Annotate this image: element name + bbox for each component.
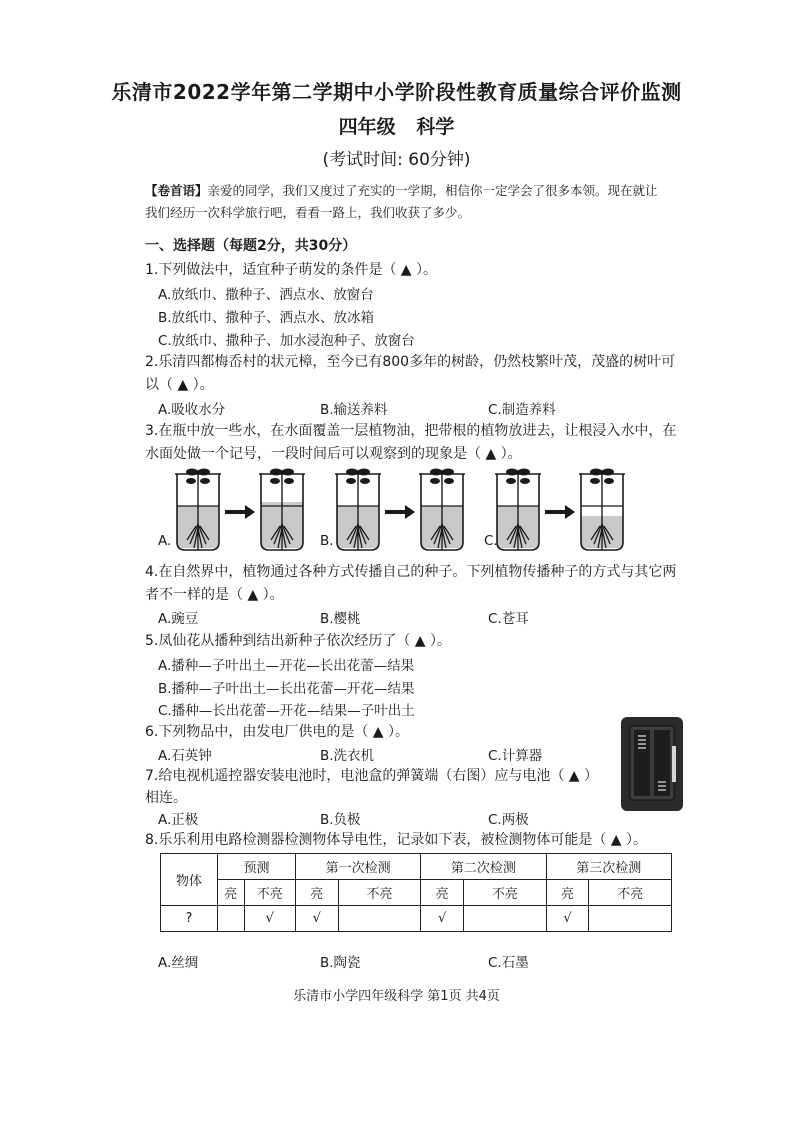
cell: √ xyxy=(244,906,295,932)
q3-stem-line2: 水面处做一个记号，一段时间后可以观察到的现象是（ ▲ ）。 xyxy=(145,446,522,462)
q6-option-c: C.计算器 xyxy=(488,748,543,764)
cell: √ xyxy=(546,906,589,932)
q2-stem-line1: 2.乐清四都梅岙村的状元樟，至今已有800多年的树龄，仍然枝繁叶茂，茂盛的树叶可 xyxy=(145,354,676,370)
q3-option-c-figure xyxy=(495,469,625,551)
sub-not-bright: 不亮 xyxy=(464,880,547,906)
q8-option-c: C.石墨 xyxy=(488,955,529,971)
q1-option-c: C.放纸巾、撒种子、加水浸泡种子、放窗台 xyxy=(158,333,415,349)
q4-option-b: B.樱桃 xyxy=(320,611,361,627)
q7-option-b: B.负极 xyxy=(320,812,361,828)
q7-stem-line2: 相连。 xyxy=(145,790,187,806)
cell xyxy=(464,906,547,932)
q3-option-b-figure xyxy=(335,469,465,551)
q5-option-b: B.播种—子叶出土—长出花蕾—开花—结果 xyxy=(158,681,415,697)
sub-bright: 亮 xyxy=(218,880,245,906)
q3-option-a-label: A. xyxy=(158,533,172,549)
q2-option-a: A.吸收水分 xyxy=(158,402,226,418)
sub-bright: 亮 xyxy=(421,880,464,906)
exam-grade-subject xyxy=(0,112,793,139)
detection-table xyxy=(160,853,672,932)
q1-option-b: B.放纸巾、撒种子、洒点水、放冰箱 xyxy=(158,310,375,326)
q3-figure xyxy=(155,466,625,558)
battery-box-photo xyxy=(620,716,684,812)
header-group-4: 第三次检测 xyxy=(546,854,671,880)
q3-option-b-label: B. xyxy=(320,533,334,549)
q3-stem-line1: 3.在瓶中放一些水，在水面覆盖一层植物油，把带根的植物放进去，让根浸入水中，在 xyxy=(145,423,677,439)
header-group-1: 预测 xyxy=(218,854,296,880)
sub-not-bright: 不亮 xyxy=(338,880,421,906)
cell xyxy=(338,906,421,932)
cell-object: ? xyxy=(161,906,218,932)
q8-stem: 8.乐乐利用电路检测器检测物体导电性，记录如下表，被检测物体可能是（ ▲ ）。 xyxy=(145,832,648,848)
cell: √ xyxy=(421,906,464,932)
q3-option-c-label: C. xyxy=(484,533,498,549)
intro-text: 亲爱的同学，我们又度过了充实的一学期，相信你一定学会了很多本领。现在就让我们经历一次科学旅行吧，看看一路上，我们收获了多少。 xyxy=(145,183,658,220)
exam-title: 乐清市2022学年第二学期中小学阶段性教育质量综合评价监测 xyxy=(111,80,682,104)
q8-option-a: A.丝绸 xyxy=(158,955,199,971)
cell xyxy=(218,906,245,932)
q1-option-a: A.放纸巾、撒种子、洒点水、放窗台 xyxy=(158,287,374,303)
q5-option-a: A.播种—子叶出土—开花—长出花蕾—结果 xyxy=(158,658,415,674)
intro-tag: 【卷首语】 xyxy=(145,183,208,198)
section-heading: 一、选择题（每题2分，共30分） xyxy=(145,238,357,254)
q7-option-a: A.正极 xyxy=(158,812,199,828)
q6-stem: 6.下列物品中，由发电厂供电的是（ ▲ ）。 xyxy=(145,724,410,740)
sub-not-bright: 不亮 xyxy=(244,880,295,906)
cell: √ xyxy=(295,906,338,932)
header-group-2: 第一次检测 xyxy=(295,854,420,880)
sub-not-bright: 不亮 xyxy=(589,880,672,906)
q6-option-a: A.石英钟 xyxy=(158,748,212,764)
q7-stem-line1: 7.给电视机遥控器安装电池时，电池盒的弹簧端（右图）应与电池（ ▲ ） xyxy=(145,768,599,784)
q4-option-a: A.豌豆 xyxy=(158,611,199,627)
q2-option-b: B.输送养料 xyxy=(320,402,388,418)
q2-option-c: C.制造养料 xyxy=(488,402,556,418)
table-header-row xyxy=(161,854,672,880)
q5-stem: 5.凤仙花从播种到结出新种子依次经历了（ ▲ ）。 xyxy=(145,633,452,649)
q4-option-c: C.苍耳 xyxy=(488,611,529,627)
exam-time: (考试时间: 60分钟) xyxy=(322,150,471,170)
header-group-3: 第二次检测 xyxy=(421,854,546,880)
q7-option-c: C.两极 xyxy=(488,812,529,828)
q2-stem-line2: 以（ ▲ ）。 xyxy=(145,377,214,393)
table-row xyxy=(161,906,672,932)
cell xyxy=(589,906,672,932)
sub-bright: 亮 xyxy=(295,880,338,906)
page-footer: 乐清市小学四年级科学 第1页 共4页 xyxy=(293,989,500,1004)
q5-option-c: C.播种—长出花蕾—开花—结果—子叶出土 xyxy=(158,703,415,719)
intro-paragraph xyxy=(145,180,665,224)
q4-stem-line2: 者不一样的是（ ▲ ）。 xyxy=(145,587,284,603)
subject-label: 科学 xyxy=(416,116,455,138)
table-subheader-row xyxy=(161,880,672,906)
header-object: 物体 xyxy=(161,854,218,906)
q1-stem: 1.下列做法中，适宜种子萌发的条件是（ ▲ ）。 xyxy=(145,262,438,278)
q4-stem-line1: 4.在自然界中，植物通过各种方式传播自己的种子。下列植物传播种子的方式与其它两 xyxy=(145,564,677,580)
q6-option-b: B.洗衣机 xyxy=(320,748,375,764)
sub-bright: 亮 xyxy=(546,880,589,906)
q8-option-b: B.陶瓷 xyxy=(320,955,361,971)
grade-label: 四年级 xyxy=(338,116,396,138)
q3-option-a-figure xyxy=(175,469,305,551)
